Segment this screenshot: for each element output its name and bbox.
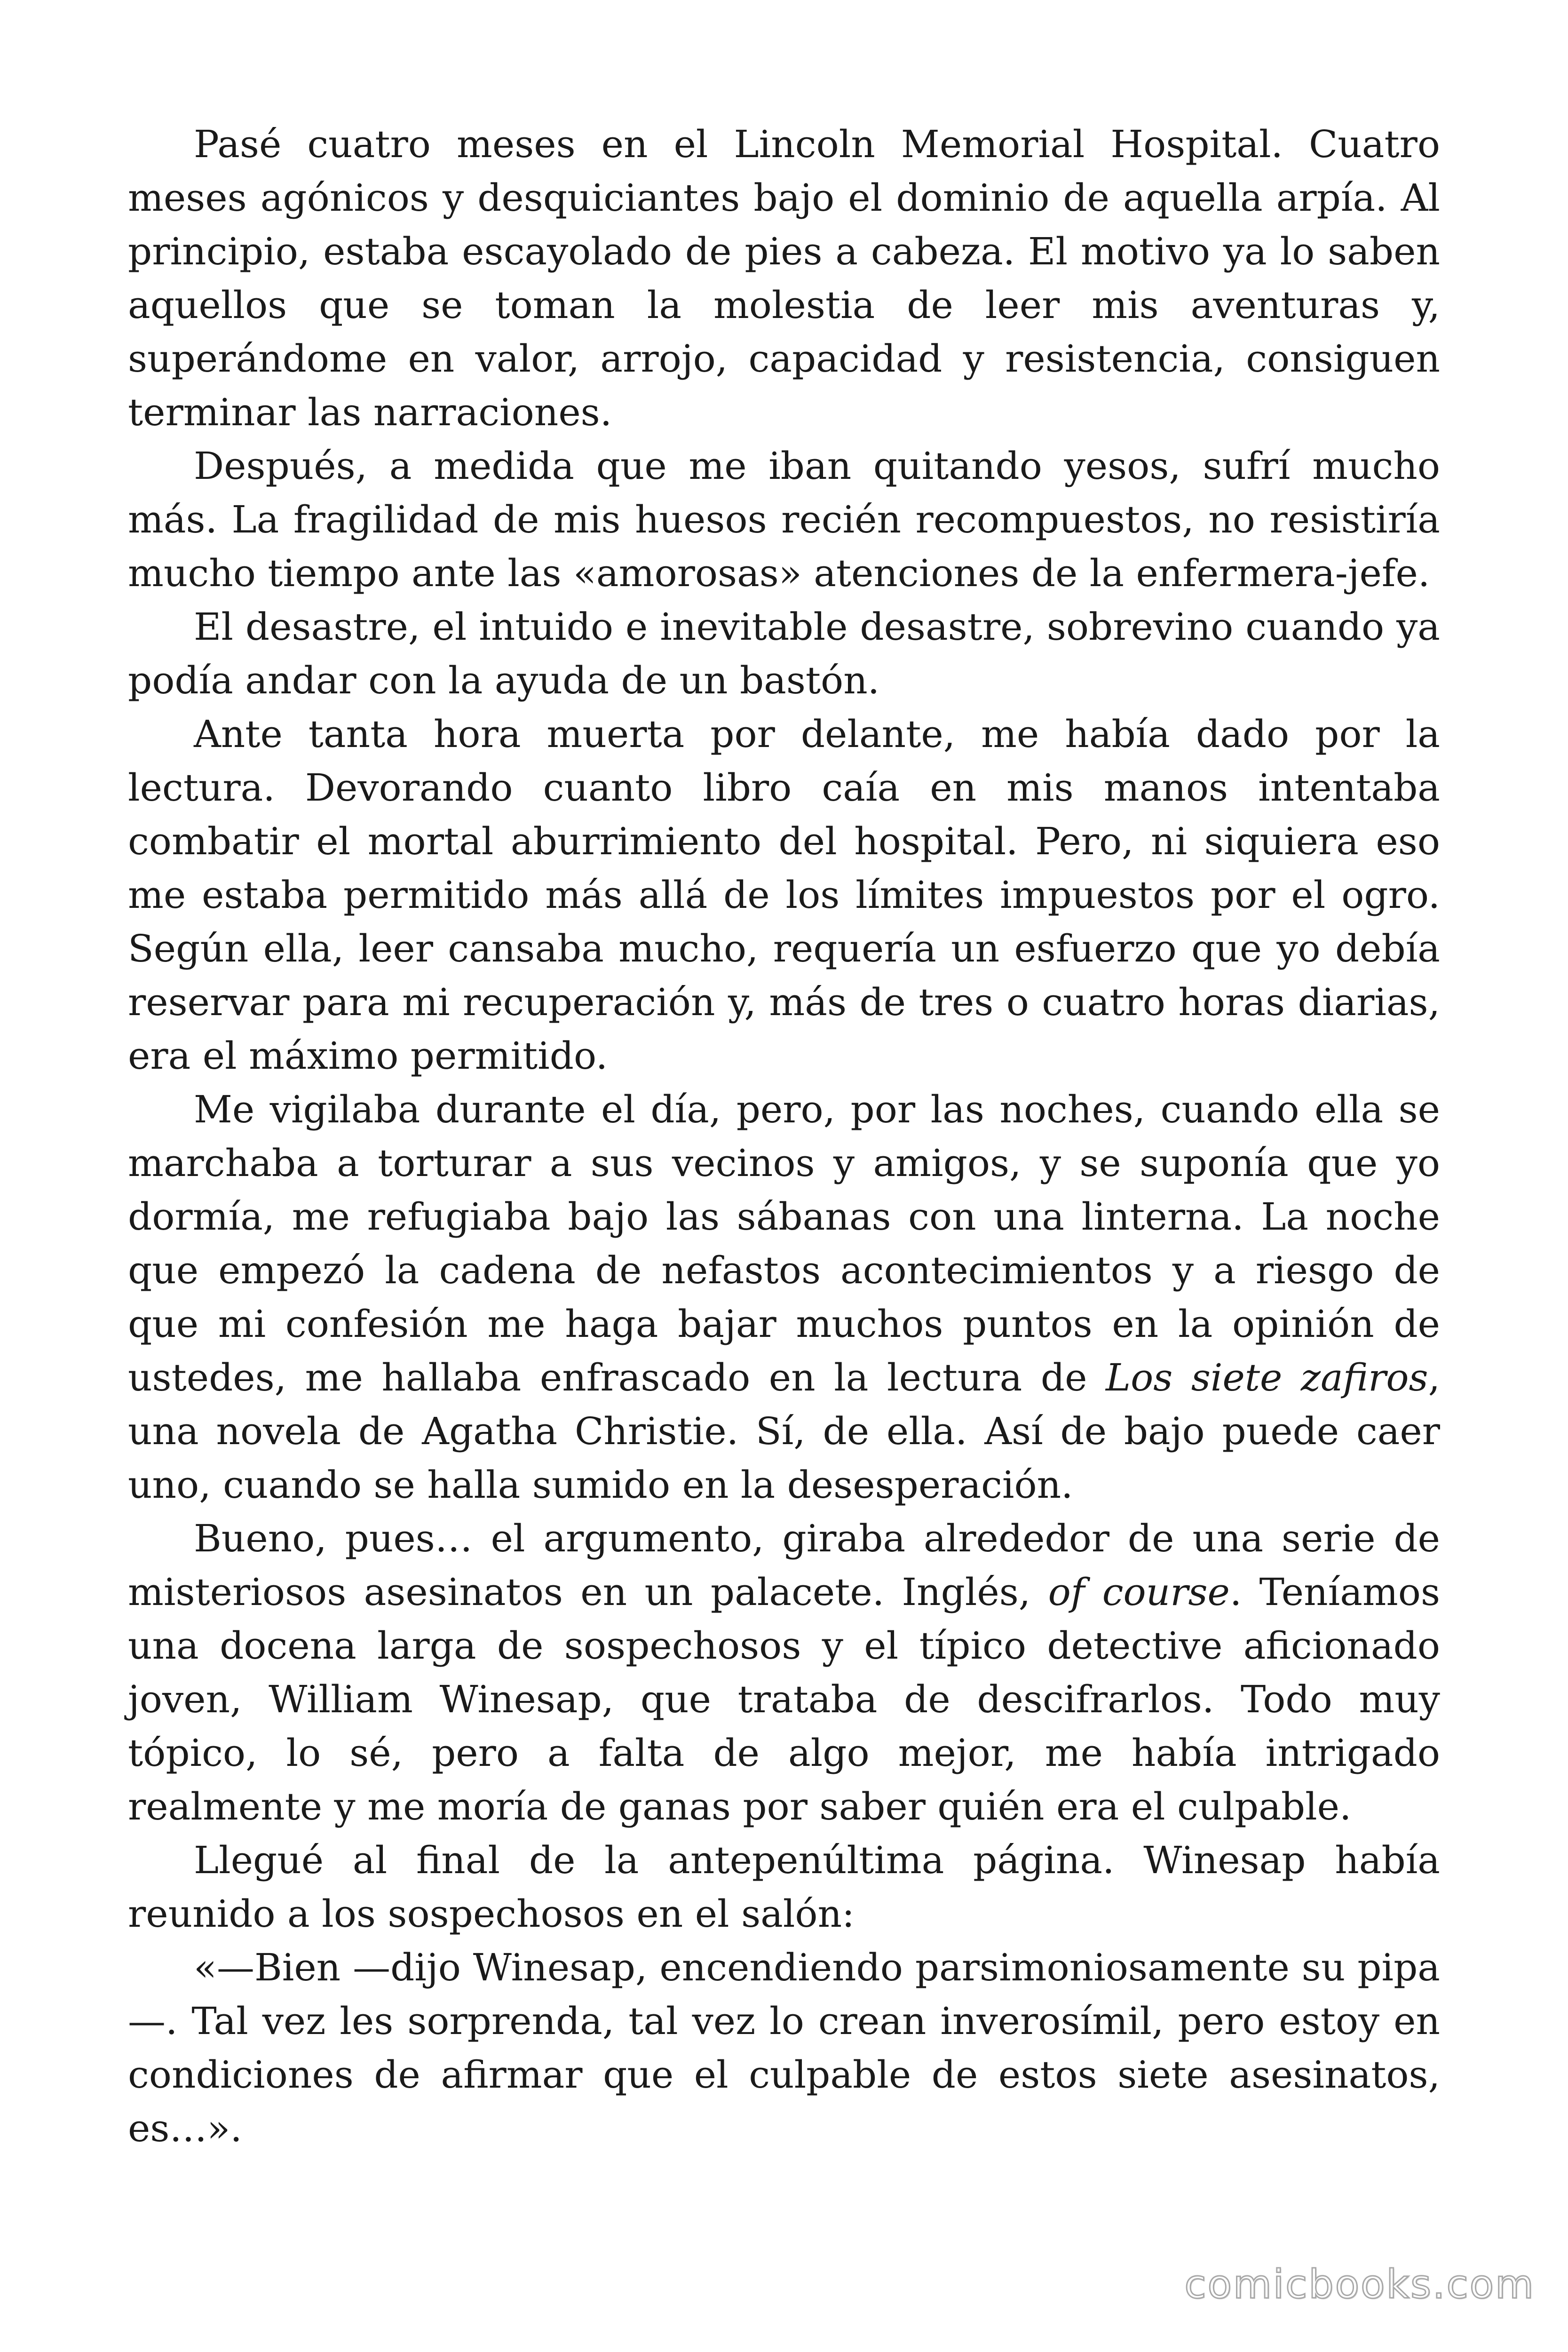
body-text [128,118,1440,2155]
paragraph-text: Me vigilaba durante el día, pero, por las noches, cuando ella se marchaba a torturar a sus vecinos y amigos, y se suponía que yo dormía, me refugiaba bajo las sábanas con una linterna. La noche que empezó la cadena de nefastos acontecimientos y a riesgo de que mi confesión me haga bajar muchos puntos en la opinión de ustedes, me hallaba enfrascado en la lectura de [128,1088,1440,1399]
paragraph [128,707,1440,1083]
paragraph [128,1834,1440,1941]
paragraph-text: Bueno, pues… el argumento, giraba alrededor de una serie de misteriosos asesinatos en un palacete. Inglés, [128,1517,1440,1614]
watermark: comicbooks.com [1184,2261,1535,2307]
paragraph-text: «—Bien —dijo Winesap, encendiendo parsimoniosamente su pipa—. Tal vez les sorprenda, tal vez lo crean inverosímil, pero estoy en condiciones de afirmar que el culpable de estos siete asesinatos, es…». [128,1946,1440,2150]
paragraph-text: . Teníamos una docena larga de sospechosos y el típico detective aficionado joven, William Winesap, que trataba de descifrarlos. Todo muy tópico, lo sé, pero a falta de algo mejor, me había intrigado realmente y me moría de ganas por saber quién era el culpable. [128,1570,1441,1828]
paragraph-text: Llegué al final de la antepenúltima página. Winesap había reunido a los sospechosos en el salón: [128,1838,1440,1936]
paragraph [128,1083,1440,1512]
paragraph-text: Pasé cuatro meses en el Lincoln Memorial Hospital. Cuatro meses agónicos y desquiciantes bajo el dominio de aquella arpía. Al principio, estaba escayolado de pies a cabeza. El motivo ya lo saben aquellos que se toman la molestia de leer mis aventuras y, superándome en valor, arrojo, capacidad y resistencia, consiguen terminar las narraciones. [128,122,1440,434]
paragraph [128,439,1440,600]
book-title-italic: Los siete zafiros [1106,1356,1428,1399]
paragraph-text: Después, a medida que me iban quitando yesos, sufrí mucho más. La fragilidad de mis huesos recién recompuestos, no resistiría mucho tiempo ante las «amorosas» atenciones de la enfermera-jefe. [128,444,1440,595]
paragraph [128,600,1440,707]
paragraph-text: El desastre, el intuido e inevitable desastre, sobrevino cuando ya podía andar con la ayuda de un bastón. [128,605,1440,702]
paragraph [128,1512,1440,1834]
paragraph-text: Ante tanta hora muerta por delante, me había dado por la lectura. Devorando cuanto libro caía en mis manos intentaba combatir el mortal aburrimiento del hospital. Pero, ni siquiera eso me estaba permitido más allá de los límites impuestos por el ogro. Según ella, leer cansaba mucho, requería un esfuerzo que yo debía reservar para mi recuperación y, más de tres o cuatro horas diarias, era el máximo permitido. [128,712,1440,1078]
paragraph-text: , una novela de Agatha Christie. Sí, de ella. Así de bajo puede caer uno, cuando se halla sumido en la desesperación. [128,1356,1440,1507]
paragraph [128,118,1440,439]
paragraph [128,1941,1440,2155]
italic-phrase: of course [1048,1570,1230,1614]
